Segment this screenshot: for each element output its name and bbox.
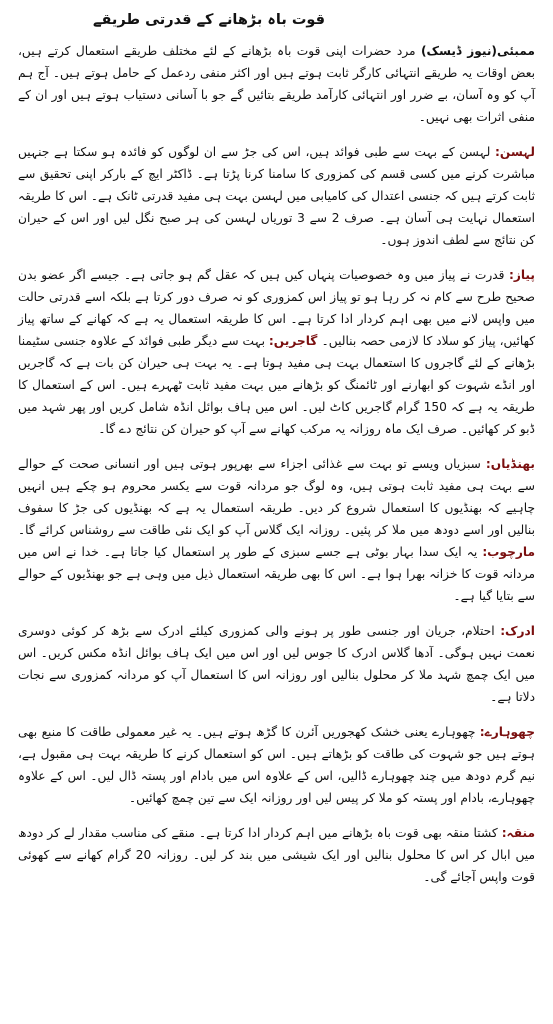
onion-heading: پیاز: [508,268,535,282]
okra-heading: بھنڈیاں: [485,457,535,471]
marchob-text: یہ ایک سدا بہار بوٹی ہے جسے سبزی کے طور پر استعمال کیا جاتا ہے۔ خدا نے اس میں مردانہ قوت کا خزانہ بھرا ہوا ہے۔ اس کا بھی طریقہ استعمال ذیل میں وہی ہے جو بھنڈیوں کے حوالے سے بتایا گیا ہے۔ [18,545,535,603]
fenugreek-paragraph [18,822,535,888]
onion-text: قدرت نے پیاز میں وہ خصوصیات پنہاں کیں ہیں کہ عقل گم ہو جاتی ہے۔ جیسے اگر عضو بدن صحیح طرح سے کام نہ کر رہا ہو تو پیاز اس کمزوری کو نہ صرف دور کرتا ہے بلکہ اسے قدرتی حالت میں واپس لانے میں بھی اہم کردار ادا کرتا ہے۔ اس کا طریقہ استعمال یہ ہے کہ کھانے کے ساتھ پیاز کھائیں، پیاز کو سلاد کا لازمی حصہ بنالیں۔ [18,268,535,348]
okra-paragraph [18,453,535,607]
garlic-text: لہسن کے بہت سے طبی فوائد ہیں، اس کی جڑ سے ان لوگوں کو فائدہ ہو سکتا ہے جنہیں مباشرت کرنے میں کسی قسم کی کمزوری کا سامنا کرنا پڑتا ہے۔ ڈاکٹر ایچ کے بارکر اپنی تحقیق سے ثابت کرتے ہیں کہ جنسی اعتدال کی کامیابی میں لہسن بہت ہی مفید قدرتی ٹانک ہے۔ اس کا طریقہ استعمال نہایت ہی آسان ہے۔ صرف 2 سے 3 توریاں لہسن کی ہر صبح نگل لیں اور اس کے حیران کن نتائج سے لطف اندوز ہوں۔ [18,145,536,247]
marchob-heading: مارچوب: [482,545,535,559]
ginger-paragraph [18,620,535,708]
dates-heading: چھوہارے: [479,725,535,739]
ginger-text: احتلام، جریان اور جنسی طور پر ہونے والی کمزوری کیلئے ادرک سے بڑھ کر کوئی دوسری نعمت نہیں ہوگی۔ آدھا گلاس ادرک کا جوس لیں اور اس میں ایک ہاف بوائل انڈہ مکس کریں۔ اس میں ایک چمچ شہد ملا کر محلول بنالیں اور روزانہ اس کا استعمال آپ کو مردانہ کمزوری سے نجات دلاتا ہے۔ [18,624,535,704]
intro-paragraph [18,40,535,128]
garlic-paragraph [18,141,535,251]
dates-paragraph [18,721,535,809]
article-title: قوت باہ بڑھانے کے قدرتی طریقے [93,12,325,28]
intro-text: مرد حضرات اپنی قوت باہ بڑھانے کے لئے مختلف طریقے استعمال کرتے ہیں، بعض اوقات یہ طریقے انتہائی کارگر ثابت ہوتے ہیں اور اکثر منفی ردعمل کے حامل ہوتے ہیں۔ آج ہم آپ کو وہ آسان، بے ضرر اور انتہائی کارآمد طریقے بتائیں گے جو با آسانی دستیاب ہوتے ہیں اور ان کے منفی اثرات بھی نہیں۔ [18,44,535,124]
fenugreek-text: کشتا منقہ بھی قوت باہ بڑھانے میں اہم کردار ادا کرتا ہے۔ منقے کی مناسب مقدار لے کر دودھ میں ابال کر اس کا محلول بنالیں اور ایک شیشی میں بند کر لیں۔ روزانہ 20 گرام کھانے سے کھوئی قوت واپس آجائے گی۔ [18,826,535,884]
onion-paragraph [18,264,535,440]
carrot-text: بہت سے دیگر طبی فوائد کے علاوہ جنسی سٹیمنا بڑھانے کے لئے گاجروں کا استعمال بہت ہی مفید ہوتا ہے۔ یہ بہت ہی حیران کن بات ہے کہ گاجریں اور انڈے شہوت کو ابھارنے اور ٹائمنگ کو بڑھانے میں بہت مفید ثابت ٹھہرے ہیں۔ اس کے استعمال کا طریقہ یہ ہے کہ 150 گرام گاجریں کاٹ لیں۔ اس میں ہاف بوائل انڈہ شامل کریں اور پھر شہد میں ڈبو کر کھائیں۔ صرف ایک ماہ روزانہ یہ مرکب کھانے سے آپ کو حیران کن نتائج دے گا۔ [18,334,535,436]
fenugreek-heading: منقہ: [501,826,535,840]
okra-text: سبزیاں ویسے تو بہت سے غذائی اجزاء سے بھرپور ہوتی ہیں اور انسانی صحت کے حوالے سے بہت ہی مفید ثابت ہوتی ہیں، وہ لوگ جو مردانہ قوت سے یکسر محروم ہو چکے ہیں انہیں چاہیے کہ بھنڈیوں کا استعمال شروع کر دیں۔ طریقہ استعمال یہ ہے کہ بھنڈیوں کی جڑ کا سفوف بنالیں اور اسے دودھ میں ملا کر پئیں۔ روزانہ ایک گلاس آپ کو ایک نئی طاقت سے روشناس کرائے گا۔ [18,457,535,537]
intro-lead: ممبئی(نیوز ڈیسک) [420,44,535,58]
ginger-heading: ادرک: [500,624,535,638]
carrot-heading: گاجریں: [268,334,322,348]
garlic-heading: لہسن: [495,145,535,159]
dates-text: چھوہارے یعنی خشک کھجوریں آئرن کا گڑھ ہوتے ہیں۔ یہ غیر معمولی طاقت کا منبع بھی ہوتے ہیں جو شہوت کی طاقت کو بڑھاتے ہیں۔ اس کو استعمال کرنے کا طریقہ بہت ہی مقبول ہے، نیم گرم دودھ میں چند چھوہارے ڈالیں، اس کے علاوہ اس میں بادام اور پستہ ڈال لیں۔ اس کے علاوہ چھوہارے، بادام اور پستہ کو ملا کر پیس لیں اور روزانہ ایک سے تین چمچ کھائیں۔ [18,725,535,805]
